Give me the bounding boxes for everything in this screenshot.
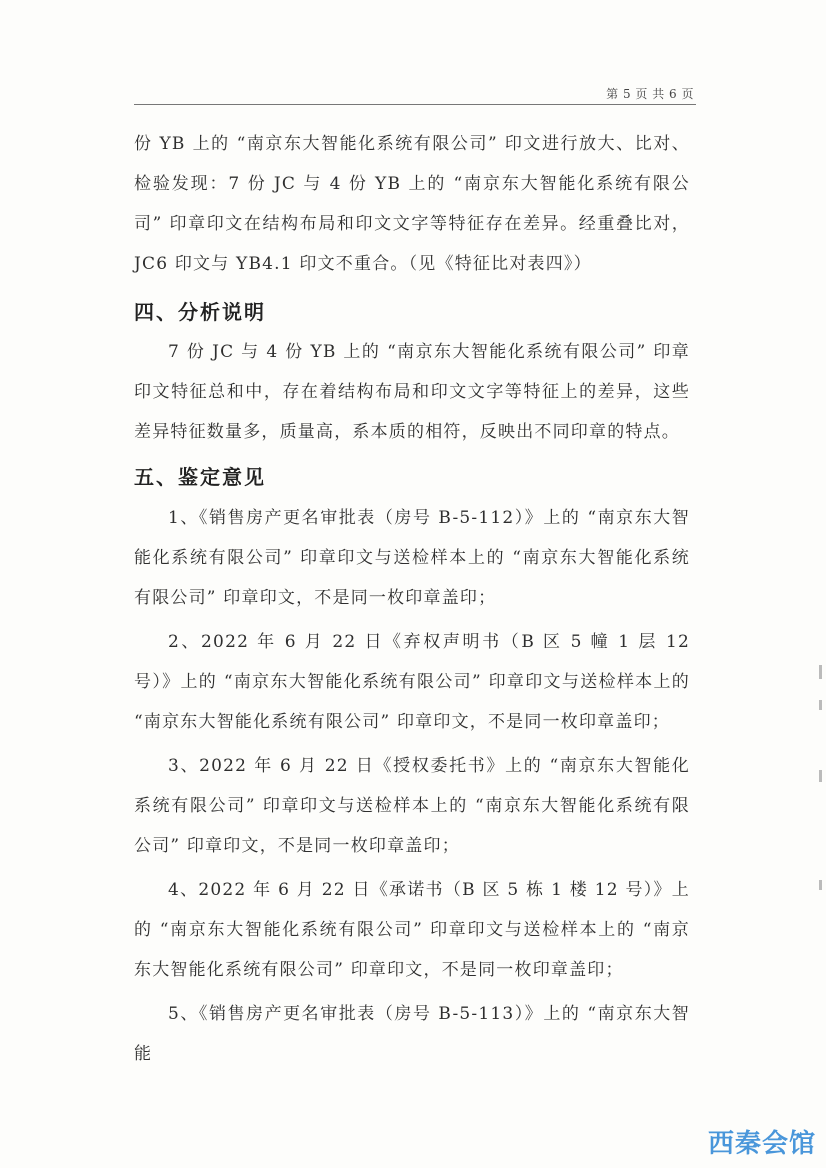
scan-edge-mark xyxy=(819,880,822,890)
opinion-item: 3、2022 年 6 月 22 日《授权委托书》上的 “南京东大智能化系统有限公司” 印章印文与送检样本上的 “南京东大智能化系统有限公司” 印章印文，不是同一枚印章盖印； xyxy=(134,756,690,856)
continuation-paragraph: 份 YB 上的 “南京东大智能化系统有限公司” 印文进行放大、比对、检验发现：7 份 JC 与 4 份 YB 上的 “南京东大智能化系统有限公司” 印章印文在结构布局和印文文字等特征存在差异。经重叠比对，JC6 印文与 YB4.1 印文不重合。（见《特征比对表四》） xyxy=(134,134,690,274)
page-number: 第 5 页 共 6 页 xyxy=(606,87,694,101)
opinion-heading: 五、鉴定意见 xyxy=(134,465,266,489)
opinion-item: 5、《销售房产更名审批表（房号 B-5-113）》上的 “南京东大智能 xyxy=(134,1004,690,1064)
header-divider xyxy=(134,104,696,105)
opinion-item: 1、《销售房产更名审批表（房号 B-5-112）》上的 “南京东大智能化系统有限公司” 印章印文与送检样本上的 “南京东大智能化系统有限公司” 印章印文，不是同一枚印章盖印； xyxy=(134,508,690,608)
watermark-logo: 西秦会馆 xyxy=(707,1129,816,1159)
scan-edge-mark xyxy=(819,770,822,782)
scan-edge-mark xyxy=(819,700,822,710)
scan-edge-mark xyxy=(819,665,822,679)
analysis-heading: 四、分析说明 xyxy=(134,300,266,324)
opinion-item: 2、2022 年 6 月 22 日《弃权声明书（B 区 5 幢 1 层 12 号）》上的 “南京东大智能化系统有限公司” 印章印文与送检样本上的 “南京东大智能化系统有限公司” 印章印文，不是同一枚印章盖印； xyxy=(134,632,690,732)
analysis-paragraph: 7 份 JC 与 4 份 YB 上的 “南京东大智能化系统有限公司” 印章印文特征总和中，存在着结构布局和印文文字等特征上的差异，这些差异特征数量多，质量高，系本质的相符，反映出不同印章的特点。 xyxy=(134,342,690,442)
opinion-item: 4、2022 年 6 月 22 日《承诺书（B 区 5 栋 1 楼 12 号）》上的 “南京东大智能化系统有限公司” 印章印文与送检样本上的 “南京东大智能化系统有限公司” 印章印文，不是同一枚印章盖印； xyxy=(134,880,690,980)
